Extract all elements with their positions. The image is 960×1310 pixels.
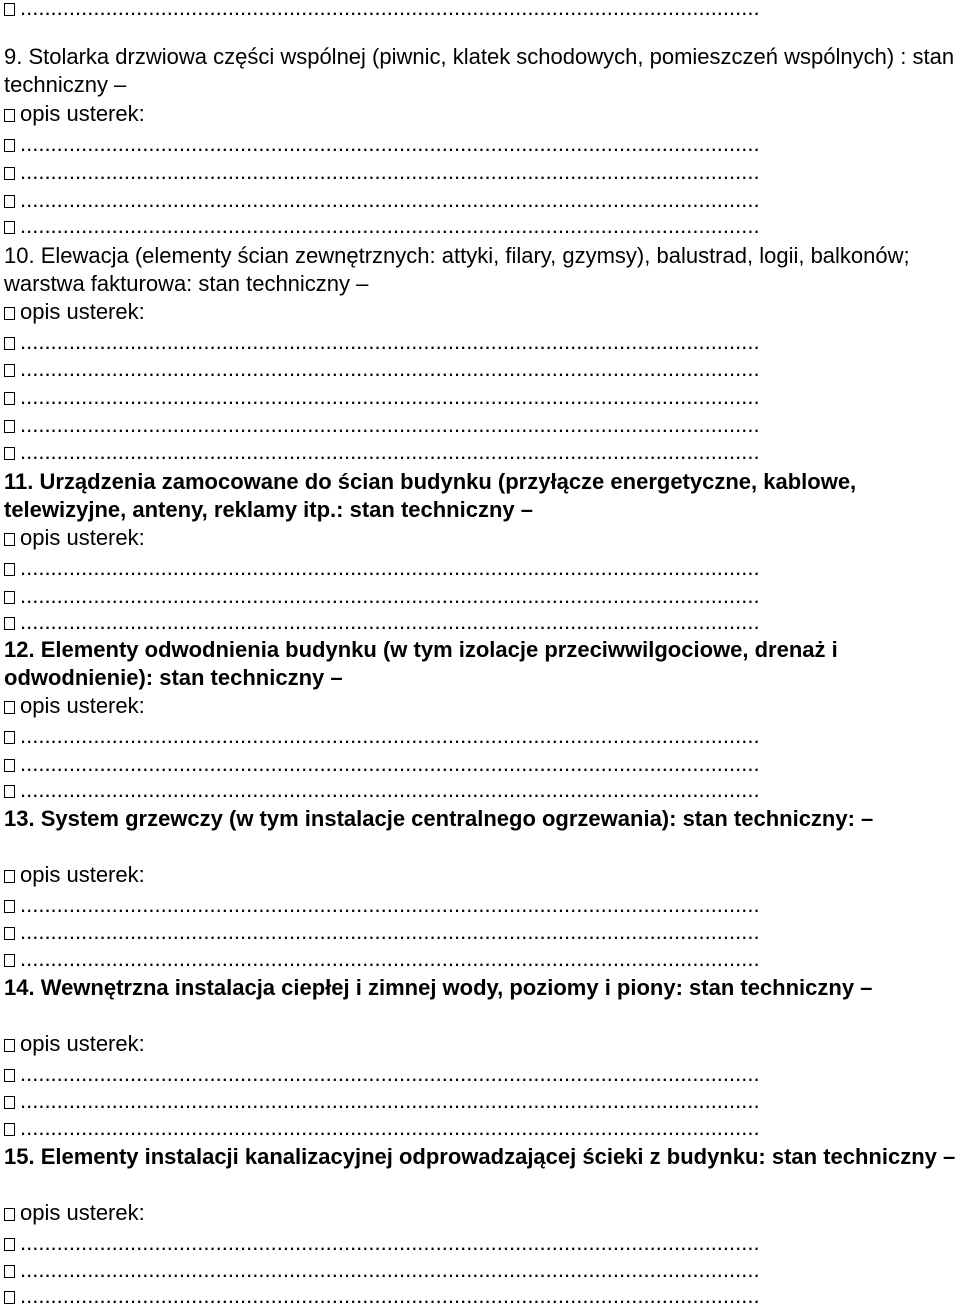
dotted-line: ......................................................................................................................... [4,130,760,158]
opis-usterek-label: opis usterek: [4,861,145,889]
section-heading-9: 9. Stolarka drzwiowa części wspólnej (piwnic, klatek schodowych, pomieszczeń wspólnych) : stan techniczny – [4,44,955,97]
checkbox-bullet-icon [4,870,15,883]
dotted-line: ......................................................................................................................... [4,1087,760,1115]
checkbox-bullet-icon [4,1265,15,1278]
checkbox-bullet-icon [4,591,15,604]
dotted-line: ......................................................................................................................... [4,891,760,919]
dotted-line: ......................................................................................................................... [4,186,760,214]
dotted-line: ......................................................................................................................... [4,722,760,750]
checkbox-bullet-icon [4,900,15,913]
dotted-line: ......................................................................................................................... [4,383,760,411]
opis-usterek-label: opis usterek: [4,1199,145,1227]
dotted-line: ......................................................................................................................... [4,608,760,636]
checkbox-bullet-icon [4,109,15,122]
dotted-line: ......................................................................................................................... [4,1114,760,1142]
dotted-line: ......................................................................................................................... [4,945,760,973]
checkbox-bullet-icon [4,1096,15,1109]
checkbox-bullet-icon [4,1208,15,1221]
dotted-line: ......................................................................................................................... [4,0,760,22]
checkbox-bullet-icon [4,785,15,798]
checkbox-bullet-icon [4,337,15,350]
dotted-line: ......................................................................................................................... [4,554,760,582]
section-heading-15: 15. Elementy instalacji kanalizacyjnej odprowadzającej ścieki z budynku: stan techniczny – [4,1144,956,1169]
section-heading-10: 10. Elewacja (elementy ścian zewnętrznych: attyki, filary, gzymsy), balustrad, logii, balkonów; warstwa fakturowa: stan techniczny – [4,243,910,296]
dotted-line: ......................................................................................................................... [4,918,760,946]
checkbox-bullet-icon [4,420,15,433]
checkbox-bullet-icon [4,221,15,234]
dotted-line: ......................................................................................................................... [4,328,760,356]
dotted-line: ......................................................................................................................... [4,750,760,778]
checkbox-bullet-icon [4,701,15,714]
section-heading-14: 14. Wewnętrzna instalacja ciepłej i zimnej wody, poziomy i piony: stan techniczny – [4,975,873,1000]
dotted-line: ......................................................................................................................... [4,1282,760,1310]
checkbox-bullet-icon [4,1291,15,1304]
checkbox-bullet-icon [4,167,15,180]
checkbox-bullet-icon [4,3,15,16]
checkbox-bullet-icon [4,139,15,152]
section-heading-13: 13. System grzewczy (w tym instalacje centralnego ogrzewania): stan techniczny: – [4,806,874,831]
dotted-line: ......................................................................................................................... [4,355,760,383]
checkbox-bullet-icon [4,1069,15,1082]
dotted-line: ......................................................................................................................... [4,1256,760,1284]
checkbox-bullet-icon [4,617,15,630]
opis-usterek-label: opis usterek: [4,1030,145,1058]
checkbox-bullet-icon [4,927,15,940]
opis-usterek-label: opis usterek: [4,692,145,720]
checkbox-bullet-icon [4,954,15,967]
dotted-line: ......................................................................................................................... [4,158,760,186]
checkbox-bullet-icon [4,759,15,772]
checkbox-bullet-icon [4,195,15,208]
opis-usterek-label: opis usterek: [4,524,145,552]
checkbox-bullet-icon [4,447,15,460]
checkbox-bullet-icon [4,1123,15,1136]
opis-usterek-label: opis usterek: [4,100,145,128]
section-heading-12: 12. Elementy odwodnienia budynku (w tym izolacje przeciwwilgociowe, drenaż i odwodnienie): stan techniczny – [4,637,838,690]
checkbox-bullet-icon [4,563,15,576]
dotted-line: ......................................................................................................................... [4,776,760,804]
dotted-line: ......................................................................................................................... [4,411,760,439]
dotted-line: ......................................................................................................................... [4,1060,760,1088]
checkbox-bullet-icon [4,1039,15,1052]
checkbox-bullet-icon [4,731,15,744]
checkbox-bullet-icon [4,307,15,320]
checkbox-bullet-icon [4,533,15,546]
dotted-line: ......................................................................................................................... [4,438,760,466]
dotted-line: ......................................................................................................................... [4,212,760,240]
dotted-line: ......................................................................................................................... [4,582,760,610]
checkbox-bullet-icon [4,1238,15,1251]
checkbox-bullet-icon [4,392,15,405]
dotted-line: ......................................................................................................................... [4,1229,760,1257]
opis-usterek-label: opis usterek: [4,298,145,326]
checkbox-bullet-icon [4,364,15,377]
section-heading-11: 11. Urządzenia zamocowane do ścian budynku (przyłącze energetyczne, kablowe, telewizyjne, anteny, reklamy itp.: stan techniczny – [4,469,857,522]
